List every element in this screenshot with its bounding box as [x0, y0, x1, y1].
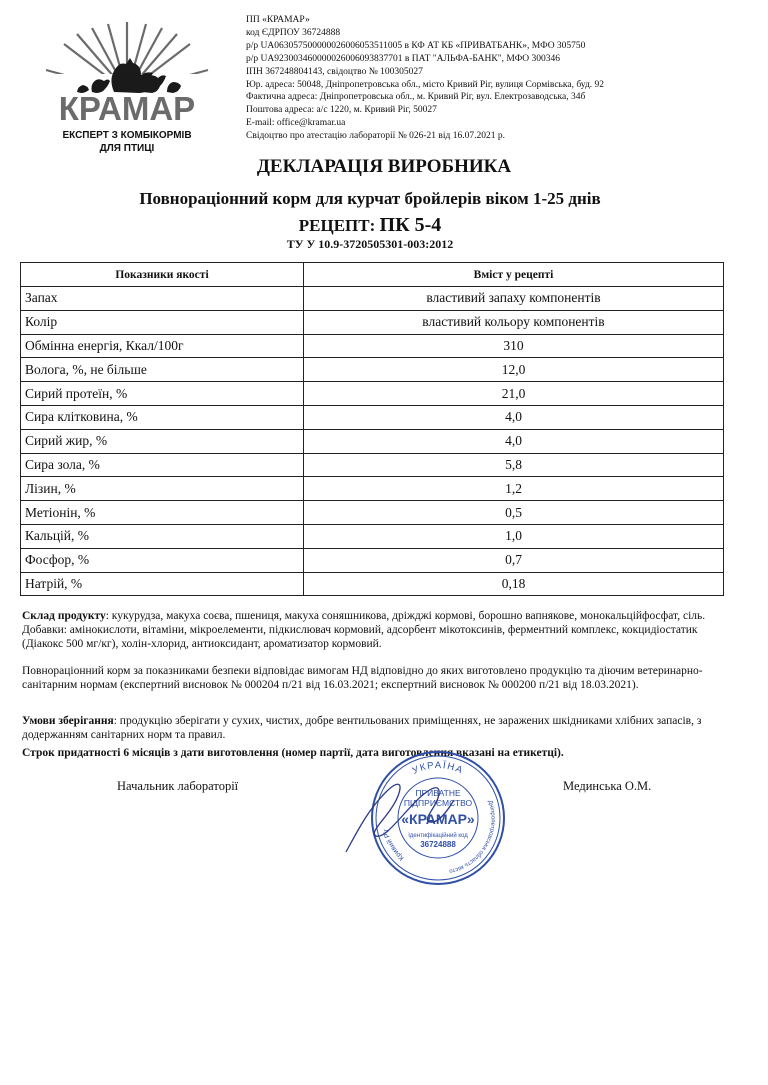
company-line: Юр. адреса: 50048, Дніпропетровська обл., місто Кривий Ріг, вулиця Сормівська, буд. 92: [246, 79, 605, 90]
stamp-line-2: ПІДПРИЄМСТВО: [403, 798, 473, 808]
indicator-value: 4,0: [304, 429, 724, 453]
table-row: [21, 310, 724, 334]
table-row: [21, 405, 724, 429]
indicator-name: Сира зола, %: [21, 453, 304, 477]
company-details: [246, 14, 746, 143]
composition-label: Склад продукту: [22, 610, 106, 622]
indicator-name: Запах: [21, 287, 304, 311]
company-line: ІПН 367248804143, свідоцтво № 100305027: [246, 66, 423, 77]
indicator-name: Колір: [21, 310, 304, 334]
table-row: [21, 358, 724, 382]
handwritten-signature: [338, 770, 458, 860]
document-title: ДЕКЛАРАЦІЯ ВИРОБНИКА: [256, 156, 512, 177]
stamp-top-text: УКРАЇНА: [410, 759, 466, 777]
indicator-name: Сира клітковина, %: [21, 405, 304, 429]
indicator-value: властивий запаху компонентів: [304, 287, 724, 311]
table-row: [21, 524, 724, 548]
stamp-id-label: Ідентифікаційний код: [408, 833, 468, 839]
logo-brand: КРАМАР: [58, 90, 196, 127]
indicator-name: Метіонін, %: [21, 501, 304, 525]
table-row: [21, 501, 724, 525]
quality-table: [20, 262, 724, 596]
company-line: E-mail: office@kramar.ua: [246, 118, 346, 129]
recipe-code: ПК 5-4: [379, 214, 442, 236]
indicator-value: 1,2: [304, 477, 724, 501]
indicator-name: Волога, %, не більше: [21, 358, 304, 382]
stamp-line-1: ПРИВАТНЕ: [415, 788, 461, 798]
indicator-value: 1,0: [304, 524, 724, 548]
table-row: [21, 453, 724, 477]
signer-name: Мединська О.М.: [563, 779, 652, 793]
indicator-value: 0,5: [304, 501, 724, 525]
indicator-value: 310: [304, 334, 724, 358]
company-line: Свідоцтво про атестацію лабораторії № 026-21 від 16.07.2021 р.: [246, 131, 506, 142]
indicator-value: 21,0: [304, 382, 724, 406]
logo-tagline-1: ЕКСПЕРТ З КОМБІКОРМІВ: [62, 130, 192, 141]
indicator-name: Обмінна енергія, Ккал/100г: [21, 334, 304, 358]
company-line: код ЄДРПОУ 36724888: [246, 27, 341, 38]
indicator-value: 5,8: [304, 453, 724, 477]
recipe-label: РЕЦЕПТ:: [298, 216, 376, 235]
table-row: [21, 477, 724, 501]
indicator-value: 0,18: [304, 572, 724, 596]
table-row: [21, 572, 724, 596]
header-indicator: Показники якості: [21, 263, 304, 287]
document-subtitle: Повнораціонний корм для курчат бройлерів віком 1-25 днів: [139, 189, 601, 208]
indicator-name: Кальцій, %: [21, 524, 304, 548]
header-content: Вміст у рецепті: [304, 263, 724, 287]
indicator-name: Сирий жир, %: [21, 429, 304, 453]
storage-paragraph: [22, 714, 732, 742]
tu-reference: ТУ У 10.9-3720505301-003:2012: [286, 237, 454, 251]
kramar-logo: [22, 14, 232, 164]
stamp-center: «КРАМАР»: [401, 811, 475, 827]
indicator-name: Лізин, %: [21, 477, 304, 501]
indicator-value: 4,0: [304, 405, 724, 429]
composition-paragraph: [22, 609, 732, 652]
table-header-row: [21, 263, 724, 287]
storage-label: Умови зберігання: [22, 715, 114, 727]
composition-text: : кукурудза, макуха соєва, пшениця, макуха соняшникова, дріжджі кормові, борошно вапнякове, монокальційфосфат, сіль. Добавки: амінокислоти, вітаміни, мікроелементи, підкислювач кормовий, адсорбент мікотоксинів, ферментний комплекс, кокцидіостатик (Діакокс 500 мг/кг), холін-хлорид, антиоксидант, ароматизатор кормовий.: [22, 610, 706, 651]
signer-position: Начальник лабораторії: [117, 779, 239, 793]
table-row: [21, 548, 724, 572]
table-row: [21, 382, 724, 406]
indicator-value: 12,0: [304, 358, 724, 382]
company-line: Поштова адреса: а/с 1220, м. Кривий Ріг, 50027: [246, 105, 437, 116]
indicator-value: властивий кольору компонентів: [304, 310, 724, 334]
shelf-life: Строк придатності 6 місяців з дати виготовлення (номер партії, дата виготовлення вказані на етикетці).: [22, 747, 564, 759]
indicator-name: Фосфор, %: [21, 548, 304, 572]
company-line: р/р UA923003460000026006093837701 в ПАТ "АЛЬФА-БАНК", МФО 300346: [246, 53, 561, 64]
safety-paragraph: Повнораціонний корм за показниками безпеки відповідає вимогам НД відповідно до яких виготовлено продукцію та діючим ветеринарно-санітарним нормам (експертний висновок № 000204 п/21 від 16.03.2021; експертний висновок № 000200 п/21 від 18.03.2021).: [22, 665, 703, 692]
company-line: р/р UA063057500000026006053511005 в КФ АТ КБ «ПРИВАТБАНК», МФО 305750: [246, 40, 586, 51]
indicator-name: Натрій, %: [21, 572, 304, 596]
recipe-line: [0, 214, 740, 237]
company-line: Фактична адреса: Дніпропетровська обл., м. Кривий Ріг, вул. Електрозаводська, 34б: [246, 92, 586, 103]
table-row: [21, 429, 724, 453]
company-line: ПП «КРАМАР»: [246, 15, 310, 25]
logo-tagline-2: ДЛЯ ПТИЦІ: [99, 143, 155, 154]
indicator-value: 0,7: [304, 548, 724, 572]
table-row: [21, 287, 724, 311]
storage-text: : продукцію зберігати у сухих, чистих, добре вентильованих приміщеннях, не заражених шкідниками хлібних запасів, з додержанням санітарних норм та правил.: [22, 715, 702, 742]
indicator-name: Сирий протеїн, %: [21, 382, 304, 406]
stamp-id-code: 36724888: [420, 840, 456, 849]
stamp-right-text: Дніпропетровська область місто: [448, 799, 496, 874]
stamp-left-text: Кривий Ріг: [382, 828, 406, 862]
table-row: [21, 334, 724, 358]
